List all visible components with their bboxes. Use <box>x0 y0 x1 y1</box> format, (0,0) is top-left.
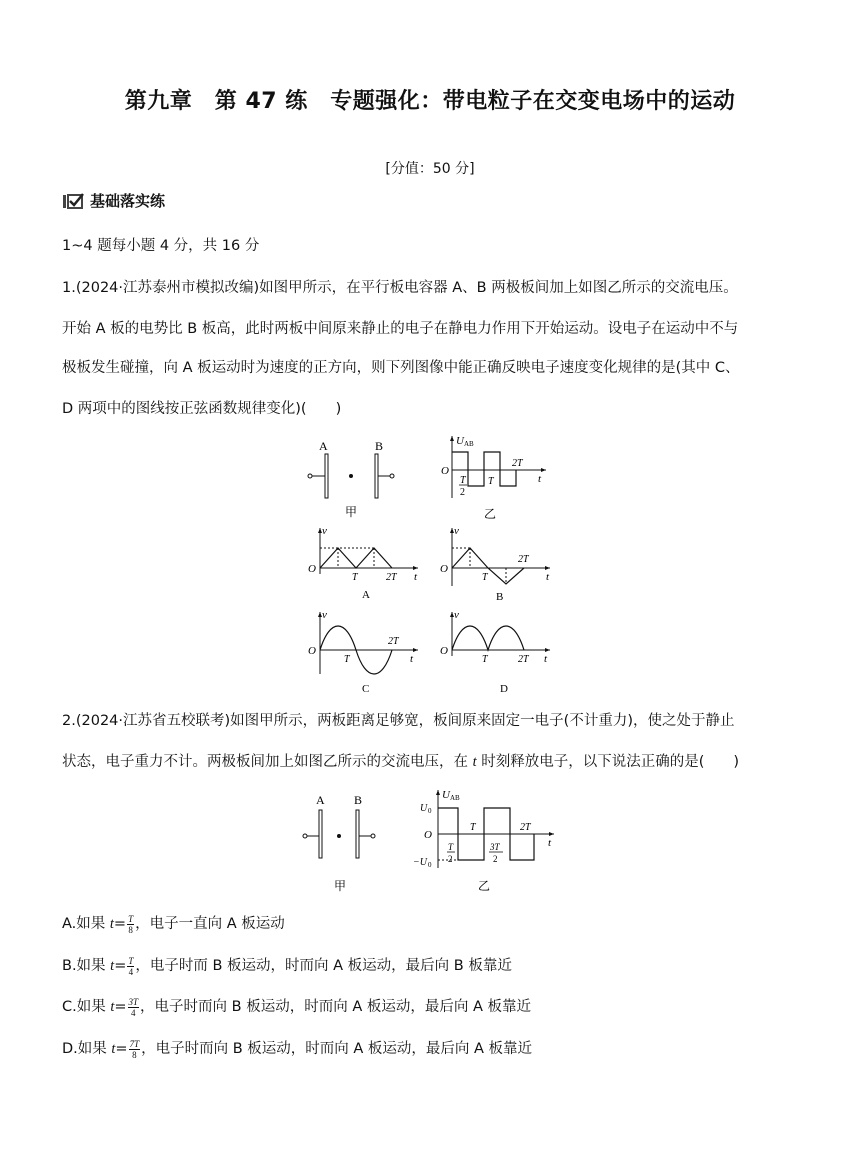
svg-text:t: t <box>410 653 414 665</box>
q2-option-b[interactable]: B.如果 t= $\frac{T}{4}$ ，电子时而 B 板运动，时而向 A 板运动，最后向 B 板靠近 <box>62 955 512 977</box>
option-d-label: D <box>500 683 508 695</box>
section-title: 基础落实练 <box>90 192 166 210</box>
svg-text:AB: AB <box>464 440 474 448</box>
svg-text:v: v <box>322 609 327 621</box>
svg-text:U: U <box>420 803 428 814</box>
svg-text:2T: 2T <box>518 654 529 665</box>
fig-yi-label: 乙 <box>484 507 497 521</box>
svg-text:t: t <box>414 571 418 583</box>
svg-text:0: 0 <box>428 807 432 815</box>
q2-option-c[interactable]: C.如果 t= $\frac{3T}{4}$ ，电子时而向 B 板运动，时而向 A 板运动，最后向 A 板靠近 <box>62 996 531 1018</box>
q1-text-line4: D 两项中的图线按正弦函数规律变化)( ) <box>62 401 342 417</box>
score-label: [分值：50 分] <box>385 161 475 177</box>
svg-text:T: T <box>482 654 488 665</box>
svg-text:v: v <box>454 525 459 537</box>
electron-dot <box>349 474 353 478</box>
svg-text:t: t <box>538 473 542 485</box>
option-c-label: C <box>362 683 370 695</box>
svg-text:B: B <box>354 793 363 807</box>
svg-text:A: A <box>316 793 325 807</box>
svg-text:甲: 甲 <box>334 879 347 893</box>
q2-capacitor-figure <box>300 790 400 894</box>
q1-capacitor-figure <box>305 436 415 522</box>
svg-text:T: T <box>482 572 488 583</box>
svg-text:O: O <box>308 645 316 657</box>
svg-text:T: T <box>488 476 494 487</box>
svg-text:乙: 乙 <box>478 879 491 893</box>
svg-text:2T: 2T <box>388 636 399 647</box>
svg-text:O: O <box>308 563 316 575</box>
svg-text:AB: AB <box>450 794 460 802</box>
svg-text:2: 2 <box>448 854 453 864</box>
fig-jia-label: 甲 <box>345 505 358 519</box>
score-note: 1~4 题每小题 4 分，共 16 分 <box>62 238 260 254</box>
plate-b-label: B <box>375 439 384 453</box>
q1-text-line2: 开始 A 板的电势比 B 板高，此时两板中间原来静止的电子在静电力作用下开始运动。设电子在运动中不与 <box>62 321 739 337</box>
q2-text-line2: 状态，电子重力不计。两极板间加上如图乙所示的交流电压，在 t 时刻释放电子，以下说法正确的是( ) <box>62 754 740 770</box>
svg-text:T: T <box>352 572 358 583</box>
svg-text:2T: 2T <box>518 554 529 565</box>
svg-text:0: 0 <box>428 861 432 869</box>
q1-text-line1: 1.(2024·江苏泰州市模拟改编)如图甲所示，在平行板电容器 A、B 两极板间加上如图乙所示的交流电压。 <box>62 280 738 296</box>
svg-text:U: U <box>456 435 464 447</box>
svg-text:−U: −U <box>413 857 427 868</box>
svg-text:t: t <box>544 653 548 665</box>
q2-text-line1: 2.(2024·江苏省五校联考)如图甲所示，两板距离足够宽，板间原来固定一电子(不计重力)，使之处于静止 <box>62 713 735 729</box>
checklist-icon <box>62 192 84 210</box>
q1-option-d-graph <box>438 606 556 698</box>
q1-option-b-graph <box>438 522 556 604</box>
svg-text:t: t <box>548 837 552 849</box>
q1-voltage-graph <box>438 432 550 524</box>
svg-text:3T: 3T <box>490 842 500 852</box>
q2-option-a[interactable]: A.如果 t= $\frac{T}{8}$ ，电子一直向 A 板运动 <box>62 913 285 935</box>
svg-text:O: O <box>440 563 448 575</box>
page-title: 第九章 第 47 练 专题强化：带电粒子在交变电场中的运动 <box>124 89 736 114</box>
svg-text:T: T <box>460 475 466 486</box>
q1-option-a-graph <box>306 522 424 604</box>
svg-text:O: O <box>441 465 449 477</box>
q1-option-c-graph <box>306 606 424 698</box>
svg-text:2T: 2T <box>386 572 397 583</box>
svg-text:t: t <box>546 571 550 583</box>
svg-text:v: v <box>454 609 459 621</box>
plate-a-label: A <box>319 439 328 453</box>
svg-text:O: O <box>440 645 448 657</box>
option-b-label: B <box>496 591 504 603</box>
svg-text:2T: 2T <box>512 458 523 469</box>
section-header <box>62 190 165 211</box>
svg-text:v: v <box>322 525 327 537</box>
svg-text:2: 2 <box>460 487 465 498</box>
svg-text:T: T <box>344 654 350 665</box>
option-a-label: A <box>362 589 370 601</box>
svg-text:O: O <box>424 829 432 841</box>
svg-text:2: 2 <box>493 854 498 864</box>
svg-text:2T: 2T <box>520 822 531 833</box>
svg-text:U: U <box>442 789 450 801</box>
q2-voltage-graph <box>412 786 560 896</box>
q1-text-line3: 极板发生碰撞，向 A 板运动时为速度的正方向，则下列图像中能正确反映电子速度变化规律的是(其中 C、 <box>62 360 740 376</box>
q2-option-d[interactable]: D.如果 t= $\frac{7T}{8}$ ，电子时而向 B 板运动，时而向 A 板运动，最后向 A 板靠近 <box>62 1038 533 1060</box>
svg-text:T: T <box>470 822 476 833</box>
svg-text:T: T <box>448 842 454 852</box>
